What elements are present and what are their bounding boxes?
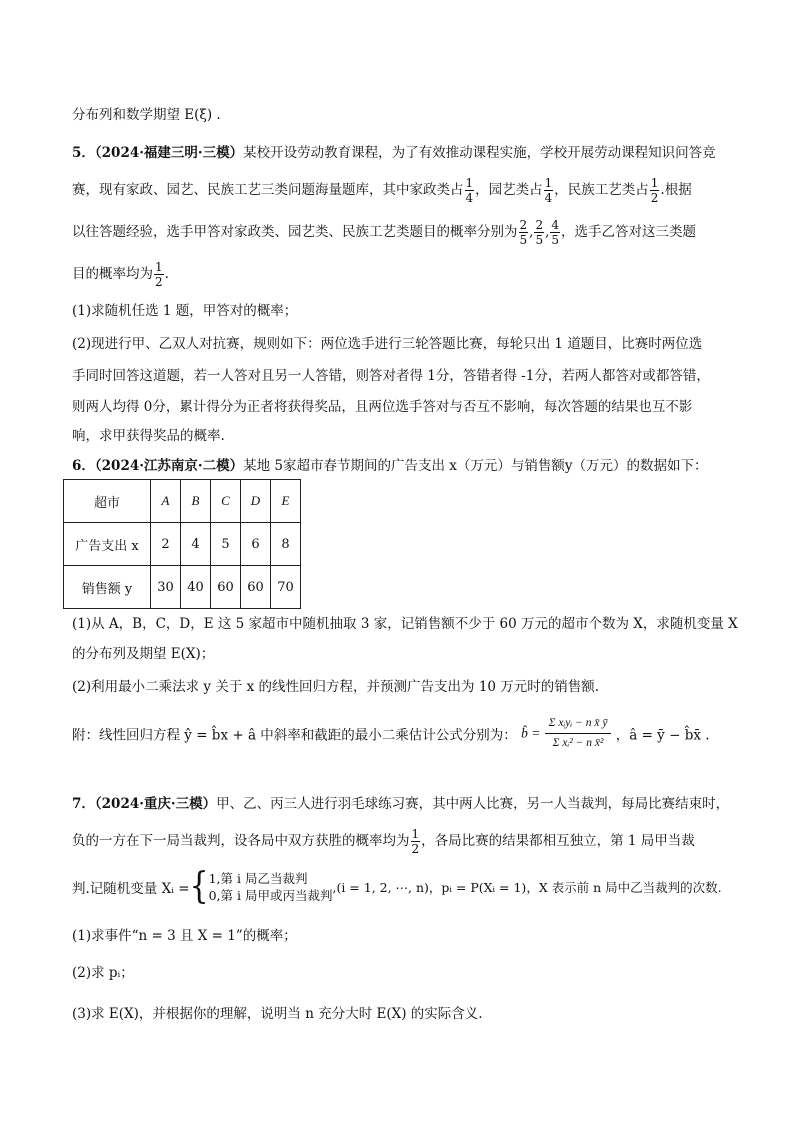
table-header-cell: 超市 <box>64 480 151 523</box>
slope-formula <box>545 716 612 751</box>
q5-line-4 <box>72 260 169 289</box>
q5-part-2-line-3: 则两人均得 0分，累计得分为正者将获得奖品，且两位选手答对与否互不影响，每次答题的结果也互不影 <box>72 399 693 415</box>
q5-line-1 <box>72 143 716 163</box>
table-header-cell: B <box>181 480 211 523</box>
q6-number: 6． <box>72 458 95 474</box>
slope-denominator: Σ xᵢ² − n x̄² <box>552 737 604 749</box>
table-row <box>64 566 301 609</box>
table-cell: 30 <box>151 566 181 609</box>
q6-formula-note <box>72 716 710 751</box>
table-cell: 60 <box>211 566 241 609</box>
fraction: $\frac{4}{5}$ <box>551 218 560 247</box>
q7-text-2a: 负的一方在下一局当裁判，设各局中双方获胜的概率均为 <box>72 833 410 849</box>
fraction: $\frac{1}{2}$ <box>155 260 163 289</box>
table-header-cell: D <box>241 480 271 523</box>
case-1: 1,第 i 局乙当裁判 <box>208 871 308 886</box>
slope-numerator: Σ xᵢyᵢ − n x̄ ȳ <box>545 716 612 734</box>
q6-note-a: 附：线性回归方程 ŷ = b̂x + â 中斜率和截距的最小二乘估计公式分别为： <box>72 727 517 744</box>
table-header-cell: C <box>211 480 241 523</box>
table-cell: 5 <box>211 523 241 566</box>
q5-part-2-line-4: 响，求甲获得奖品的概率. <box>72 428 225 444</box>
q5-part-2-line-2: 手同时回答这道题，若一人答对且另一人答错，则答对者得 1分，答错者得 -1分，若两人都答对或都答错， <box>72 368 710 384</box>
q5-text-2a: 赛，现有家政、园艺、民族工艺三类问题海量题库，其中家政类占 <box>72 182 464 198</box>
left-brace-icon: { <box>189 865 209 908</box>
table-cell: 4 <box>181 523 211 566</box>
q6-part-1-line-2: 的分布列及期望 E(X)； <box>72 646 215 662</box>
q5-text-2b: ，园艺类占 <box>475 182 543 198</box>
q6-source: （2024·江苏南京·二模） <box>94 458 244 474</box>
q5-text-3b: ，选手乙答对这三类题 <box>561 224 697 240</box>
q7-text-1: 甲、乙、丙三人进行羽毛球练习赛，其中两人比赛，另一人当裁判，每局比赛结束时， <box>216 796 730 812</box>
q5-text-4b: . <box>164 266 169 282</box>
table-cell: 销售额 y <box>64 566 151 609</box>
q7-text-2b: ，各局比赛的结果都相互独立，第 1 局甲当裁 <box>421 833 695 849</box>
q5-text-2d: .根据 <box>660 182 692 198</box>
sales-data-table <box>63 479 301 609</box>
table-header-row <box>64 480 301 523</box>
q6-stem-line <box>72 456 708 476</box>
q6-stem: 某地 5家超市春节期间的广告支出 x（万元）与销售额y（万元）的数据如下： <box>243 458 708 474</box>
q7-text-3a: 判.记随机变量 Xᵢ = <box>72 881 190 897</box>
q5-source: （2024·福建三明·三模） <box>94 145 244 161</box>
q5-number: 5． <box>72 145 95 161</box>
table-row <box>64 523 301 566</box>
q5-line-2 <box>72 176 692 205</box>
fraction: $\frac{2}{5}$ <box>519 218 528 247</box>
q7-line-3 <box>72 865 722 908</box>
q5-text-2c: ，民族工艺类占 <box>554 182 649 198</box>
fraction: $\frac{1}{2}$ <box>411 827 420 856</box>
table-cell: 60 <box>241 566 271 609</box>
table-cell: 40 <box>181 566 211 609</box>
q5-text-1: 某校开设劳动教育课程，为了有效推动课程实施，学校开展劳动课程知识问答竞 <box>243 145 716 161</box>
q7-part-2: (2)求 pᵢ； <box>72 965 134 981</box>
table-cell: 6 <box>241 523 271 566</box>
fraction: $\frac{1}{4}$ <box>465 176 474 205</box>
fraction: $\frac{2}{5}$ <box>535 218 544 247</box>
q6-part-1-line-1: (1)从 A，B，C，D，E 这 5 家超市中随机抽取 3 家，记销售额不少于 60 万元的超市个数为 X，求随机变量 X <box>72 616 738 632</box>
case-2: 0,第 i 局甲或丙当裁判 <box>208 888 333 903</box>
q7-number: 7． <box>72 796 95 812</box>
table-header-cell: E <box>271 480 301 523</box>
q7-part-3: (3)求 E(X)，并根据你的理解，说明当 n 充分大时 E(X) 的实际含义. <box>72 1006 483 1022</box>
q5-text-3a: 以往答题经验，选手甲答对家政类、园艺类、民族工艺类题目的概率分别为 <box>72 224 518 240</box>
q5-part-2-line-1: (2)现进行甲、乙双人对抗赛，规则如下：两位选手进行三轮答题比赛，每轮只出 1 道题目，比赛时两位选 <box>72 336 703 352</box>
fraction: $\frac{1}{2}$ <box>650 176 659 205</box>
q7-text-3b: ,(i = 1, 2, ⋯, n)，pᵢ = P(Xᵢ = 1)，X 表示前 n 局中乙当裁判的次数. <box>332 880 722 895</box>
q7-line-1 <box>72 794 729 814</box>
table-cell: 8 <box>271 523 301 566</box>
q7-line-2 <box>72 827 695 856</box>
q7-source: （2024·重庆·三模） <box>94 796 217 812</box>
intro-line: 分布列和数学期望 E(ξ) . <box>72 107 221 123</box>
q5-text-4a: 目的概率均为 <box>72 266 153 282</box>
fraction: $\frac{1}{4}$ <box>544 176 553 205</box>
table-cell: 2 <box>151 523 181 566</box>
table-cell: 70 <box>271 566 301 609</box>
piecewise-cases <box>209 870 333 904</box>
table-cell: 广告支出 x <box>64 523 151 566</box>
b-hat-label: b̂ = <box>521 725 541 741</box>
q6-note-b: ，â = ȳ − b̂x̄ . <box>615 727 710 744</box>
q5-line-3: 以往答题经验，选手甲答对家政类、园艺类、民族工艺类题目的概率分别为 $\frac{2}{5}$ , $\frac{2}{5}$ , $\frac{4}{5}$ ，选手乙答对这三类题 <box>72 218 697 247</box>
q6-part-2: (2)利用最小二乘法求 y 关于 x 的线性回归方程，并预测广告支出为 10 万元时的销售额. <box>72 679 600 695</box>
q5-part-1: (1)求随机任选 1 题，甲答对的概率； <box>72 303 298 319</box>
q7-part-1: (1)求事件“n = 3 且 X = 1”的概率； <box>72 928 297 944</box>
table-header-cell: A <box>151 480 181 523</box>
